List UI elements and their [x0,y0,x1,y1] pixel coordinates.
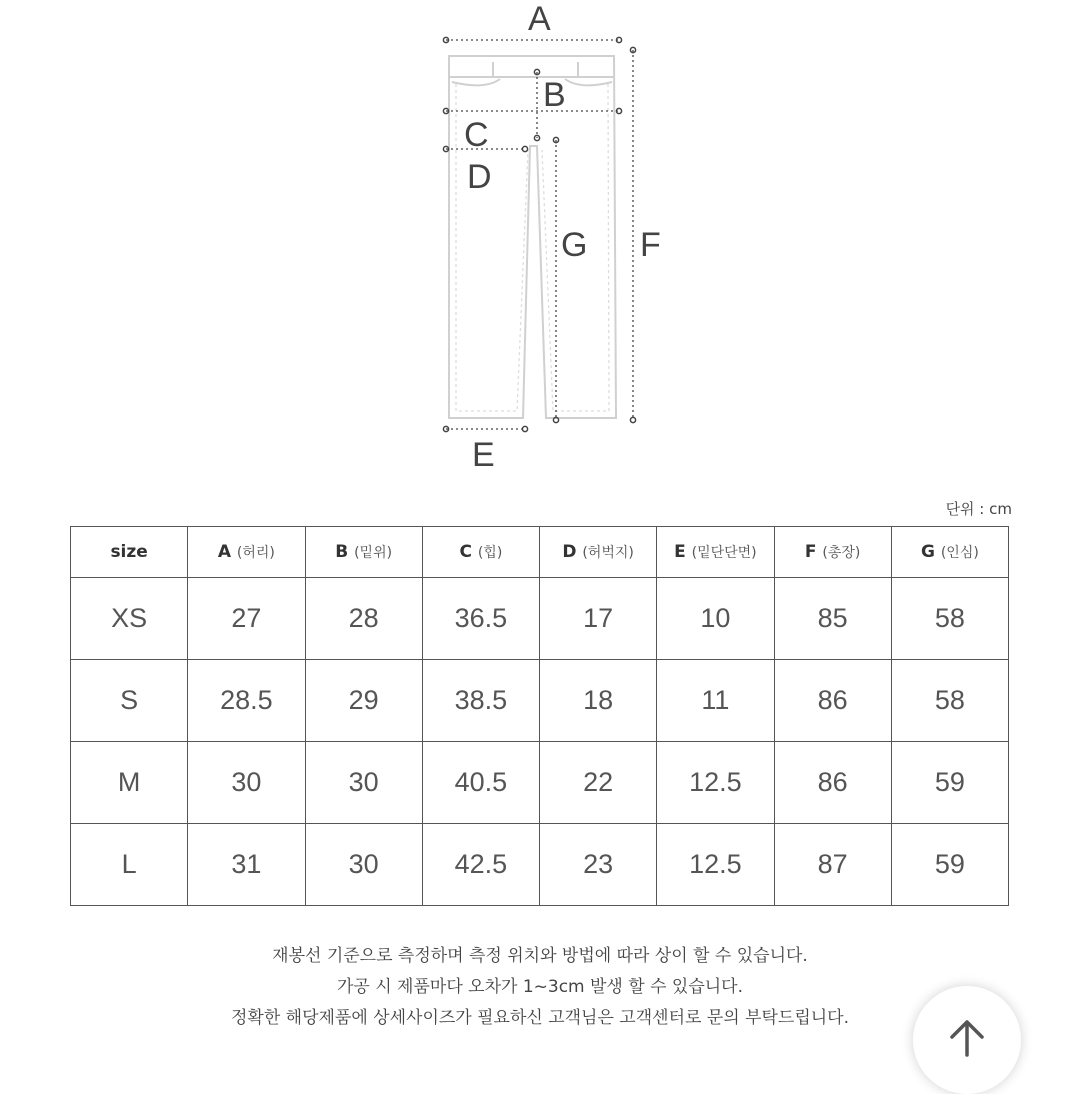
cell-d: 18 [540,660,657,742]
label-d: D [467,158,492,196]
scroll-to-top-button[interactable] [913,986,1021,1094]
label-c: C [464,116,489,154]
header-c: C (힙) [422,527,539,578]
header-size: size [71,527,188,578]
size-table [70,526,1009,906]
cell-a: 30 [188,742,305,824]
label-e: E [472,436,495,474]
header-b: B (밑위) [305,527,422,578]
note-line: 정확한 해당제품에 상세사이즈가 필요하신 고객님은 고객센터로 문의 부탁드립니다. [231,1008,849,1028]
arrow-up-icon [947,1018,987,1058]
header-d: D (허벅지) [540,527,657,578]
cell-c: 38.5 [422,660,539,742]
cell-c: 40.5 [422,742,539,824]
cell-d: 22 [540,742,657,824]
cell-size: M [71,742,188,824]
label-g: G [561,226,588,264]
cell-size: L [71,824,188,906]
cell-size: XS [71,578,188,660]
cell-f: 86 [774,660,891,742]
cell-g: 59 [891,742,1008,824]
cell-size: S [71,660,188,742]
cell-d: 23 [540,824,657,906]
header-a: A (허리) [188,527,305,578]
note-line: 가공 시 제품마다 오차가 1~3cm 발생 할 수 있습니다. [336,977,743,997]
cell-e: 10 [657,578,774,660]
header-g: G (인심) [891,527,1008,578]
table-row [71,578,1009,660]
cell-e: 11 [657,660,774,742]
table-header-row [71,527,1009,578]
cell-e: 12.5 [657,824,774,906]
cell-c: 36.5 [422,578,539,660]
table-row [71,742,1009,824]
label-a: A [528,0,551,38]
label-b: B [543,76,566,114]
cell-g: 59 [891,824,1008,906]
cell-b: 30 [305,742,422,824]
cell-f: 85 [774,578,891,660]
cell-f: 86 [774,742,891,824]
note-line: 재봉선 기준으로 측정하며 측정 위치와 방법에 따라 상이 할 수 있습니다. [272,946,808,966]
cell-a: 31 [188,824,305,906]
cell-a: 28.5 [188,660,305,742]
table-row [71,824,1009,906]
cell-a: 27 [188,578,305,660]
cell-f: 87 [774,824,891,906]
pants-measurement-diagram [0,0,1080,480]
cell-g: 58 [891,578,1008,660]
header-f: F (총장) [774,527,891,578]
cell-c: 42.5 [422,824,539,906]
cell-e: 12.5 [657,742,774,824]
cell-g: 58 [891,660,1008,742]
cell-d: 17 [540,578,657,660]
unit-label: 단위 : cm [945,500,1012,518]
cell-b: 30 [305,824,422,906]
cell-b: 28 [305,578,422,660]
header-e: E (밑단단면) [657,527,774,578]
table-row [71,660,1009,742]
pants-outline [449,56,616,418]
cell-b: 29 [305,660,422,742]
label-f: F [640,226,661,264]
